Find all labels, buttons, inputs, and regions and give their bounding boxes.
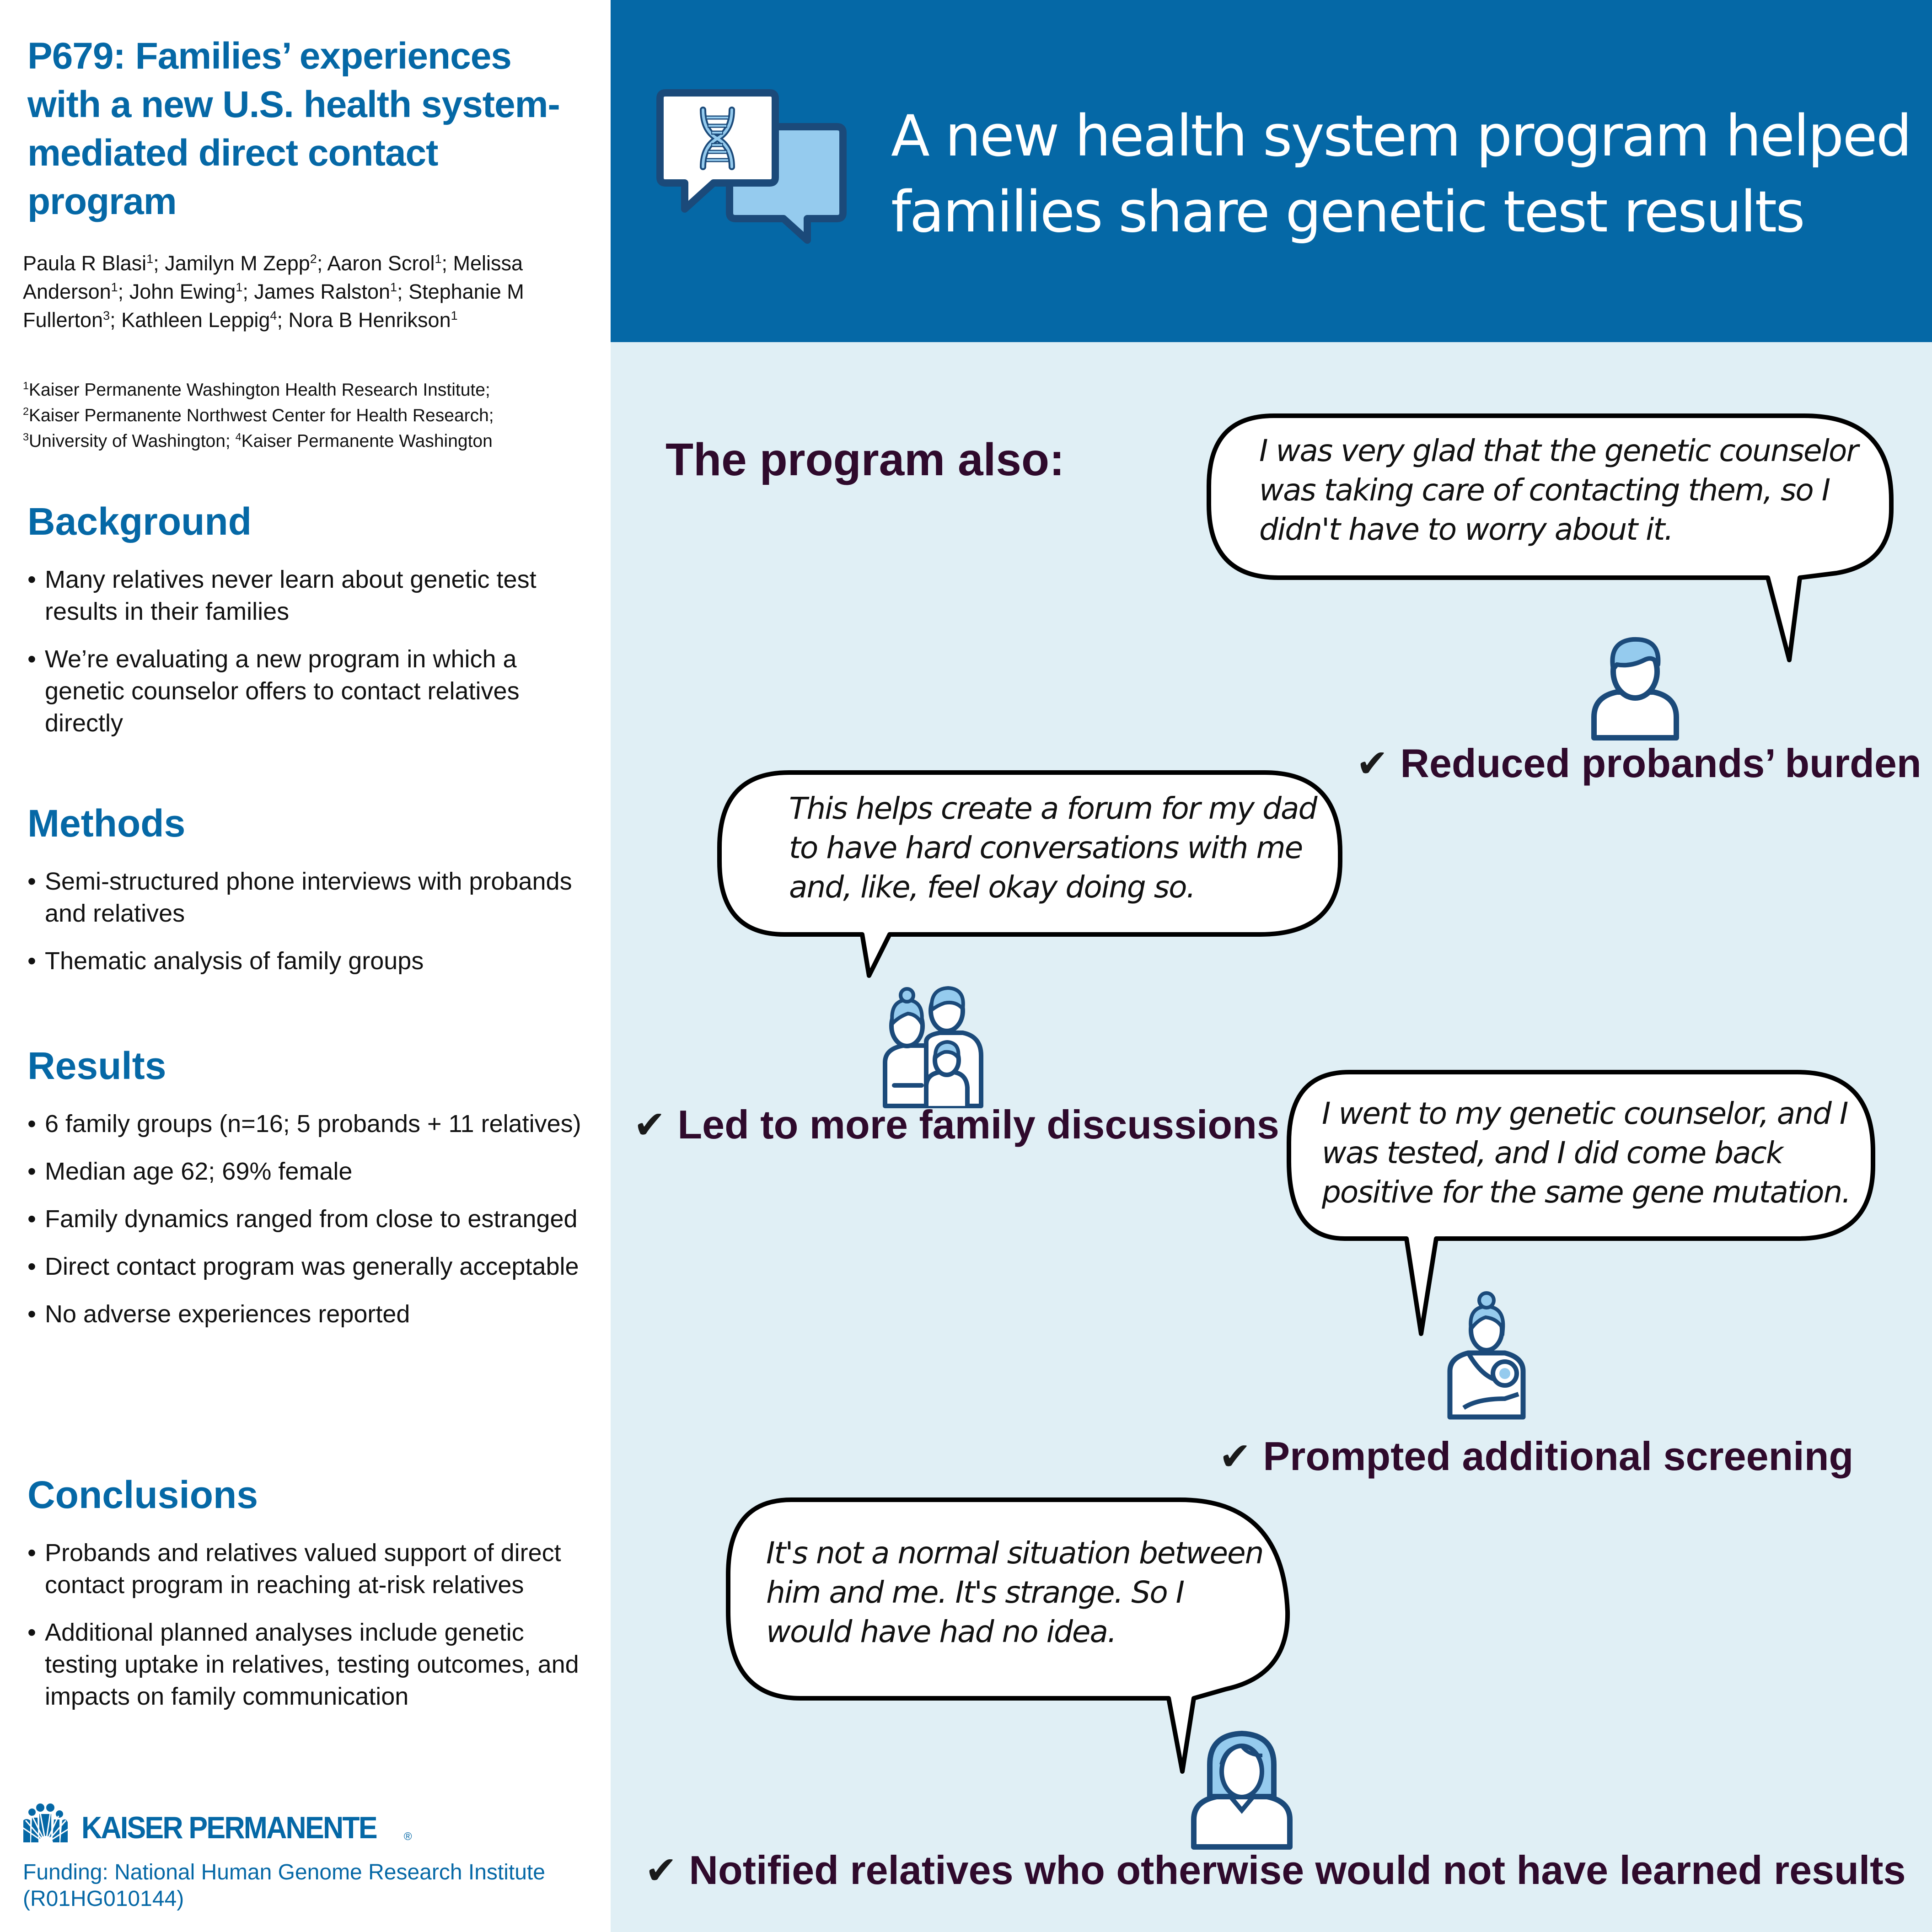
man-icon xyxy=(1580,633,1690,742)
checkmark-icon: ✔ xyxy=(633,1102,666,1147)
author: Melissa Anderson$^1$; xyxy=(23,252,523,303)
quote-bubble xyxy=(1205,413,1896,660)
conclusions-list xyxy=(24,1537,591,1728)
author: Kathleen Leppig$^4$; xyxy=(121,308,289,332)
kaiser-permanente-logo xyxy=(22,1802,412,1843)
outcome-label: Prompted additional screening xyxy=(1263,1433,1854,1479)
kaiser-people-sunburst-icon xyxy=(22,1802,72,1843)
author: Aaron Scrol$^1$; xyxy=(327,252,453,275)
methods-list xyxy=(24,865,591,993)
author: Jamilyn M Zepp$^2$; xyxy=(165,252,327,275)
list-item: • Thematic analysis of family groups xyxy=(27,947,424,975)
quote-text: I was very glad that the genetic counselor was taking care of contacting them, so I didn't have to worry about it. xyxy=(1259,433,1858,547)
program-also-heading: The program also: xyxy=(665,434,1065,485)
quote-text: It's not a normal situation between him and me. It's strange. So I would have had no idea. xyxy=(766,1535,1263,1649)
mother-with-baby-icon xyxy=(1436,1284,1537,1422)
dna-chat-bubbles-icon xyxy=(656,89,848,245)
author: Stephanie M Fullerton$^3$; xyxy=(23,280,524,332)
list-item: • No adverse experiences reported xyxy=(27,1300,410,1328)
outcome-label: Reduced probands’ burden xyxy=(1400,741,1921,786)
list-item: • Median age 62; 69% female xyxy=(27,1158,353,1185)
list-item: • Semi-structured phone interviews with probands and relatives xyxy=(27,868,572,927)
list-item: • Direct contact program was generally acceptable xyxy=(27,1253,579,1280)
affiliations xyxy=(23,377,604,454)
affiliation: $^1$Kaiser Permanente Washington Health Research Institute; xyxy=(23,380,490,400)
left-sidebar xyxy=(0,0,611,1932)
funding-note: Funding: National Human Genome Research Institute (R01HG010144) xyxy=(23,1860,545,1911)
background-list xyxy=(24,564,591,755)
list-item: • Additional planned analyses include genetic testing uptake in relatives, testing outcomes, and impacts on family communication xyxy=(27,1619,579,1710)
quote-bubble xyxy=(716,770,1342,1030)
woman-icon xyxy=(1185,1728,1299,1852)
kaiser-logo-text: KAISER PERMANENTE xyxy=(81,1810,376,1845)
methods-heading: Methods xyxy=(27,802,186,845)
affiliation: $^2$Kaiser Permanente Northwest Center for Health Research; xyxy=(23,405,494,425)
author: James Ralston$^1$; xyxy=(254,280,409,303)
outcome-label: Led to more family discussions xyxy=(677,1102,1279,1147)
list-item: • Family dynamics ranged from close to estranged xyxy=(27,1205,578,1233)
quote-text: I went to my genetic counselor, and I was tested, and I did come back positive for the same gene mutation. xyxy=(1322,1096,1851,1210)
outcome-additional-screening xyxy=(1219,1433,1853,1480)
family-icon xyxy=(876,982,990,1111)
author: John Ewing$^1$; xyxy=(129,280,254,303)
list-item: • We’re evaluating a new program in which a genetic counselor offers to contact relatives directly xyxy=(27,645,520,737)
list-item: • Many relatives never learn about genetic test results in their families xyxy=(27,566,537,625)
registered-mark: ® xyxy=(403,1830,412,1843)
poster-title: P679: Families’ experiences with a new U.S. health system-mediated direct contact program xyxy=(27,35,560,222)
background-heading: Background xyxy=(27,500,252,543)
outcome-notified-relatives xyxy=(645,1847,1906,1894)
affiliation: $^3$University of Washington; $^4$Kaiser Permanente Washington xyxy=(23,431,493,451)
headline: A new health system program helped families share genetic test results xyxy=(891,103,1911,245)
quote-bubble xyxy=(1285,1069,1875,1335)
checkmark-icon: ✔ xyxy=(645,1848,677,1893)
header-banner xyxy=(611,0,1932,342)
outcome-label: Notified relatives who otherwise would not have learned results xyxy=(689,1847,1906,1893)
quote-text: This helps create a forum for my dad to have hard conversations with me and, like, feel okay doing so. xyxy=(789,791,1317,905)
author: Paula R Blasi$^1$; xyxy=(23,252,165,275)
outcome-reduced-burden xyxy=(1356,740,1921,787)
author: Nora B Henrikson$^1$ xyxy=(288,308,458,332)
checkmark-icon: ✔ xyxy=(1219,1434,1251,1479)
outcome-family-discussions xyxy=(633,1101,1279,1148)
author-list xyxy=(23,249,599,334)
conclusions-heading: Conclusions xyxy=(27,1473,258,1516)
results-heading: Results xyxy=(27,1044,166,1087)
results-list xyxy=(24,1108,591,1346)
list-item: • 6 family groups (n=16; 5 probands + 11 relatives) xyxy=(27,1110,581,1138)
findings-panel xyxy=(611,342,1932,1932)
checkmark-icon: ✔ xyxy=(1356,741,1389,786)
list-item: • Probands and relatives valued support of direct contact program in reaching at-risk relatives xyxy=(27,1539,561,1599)
